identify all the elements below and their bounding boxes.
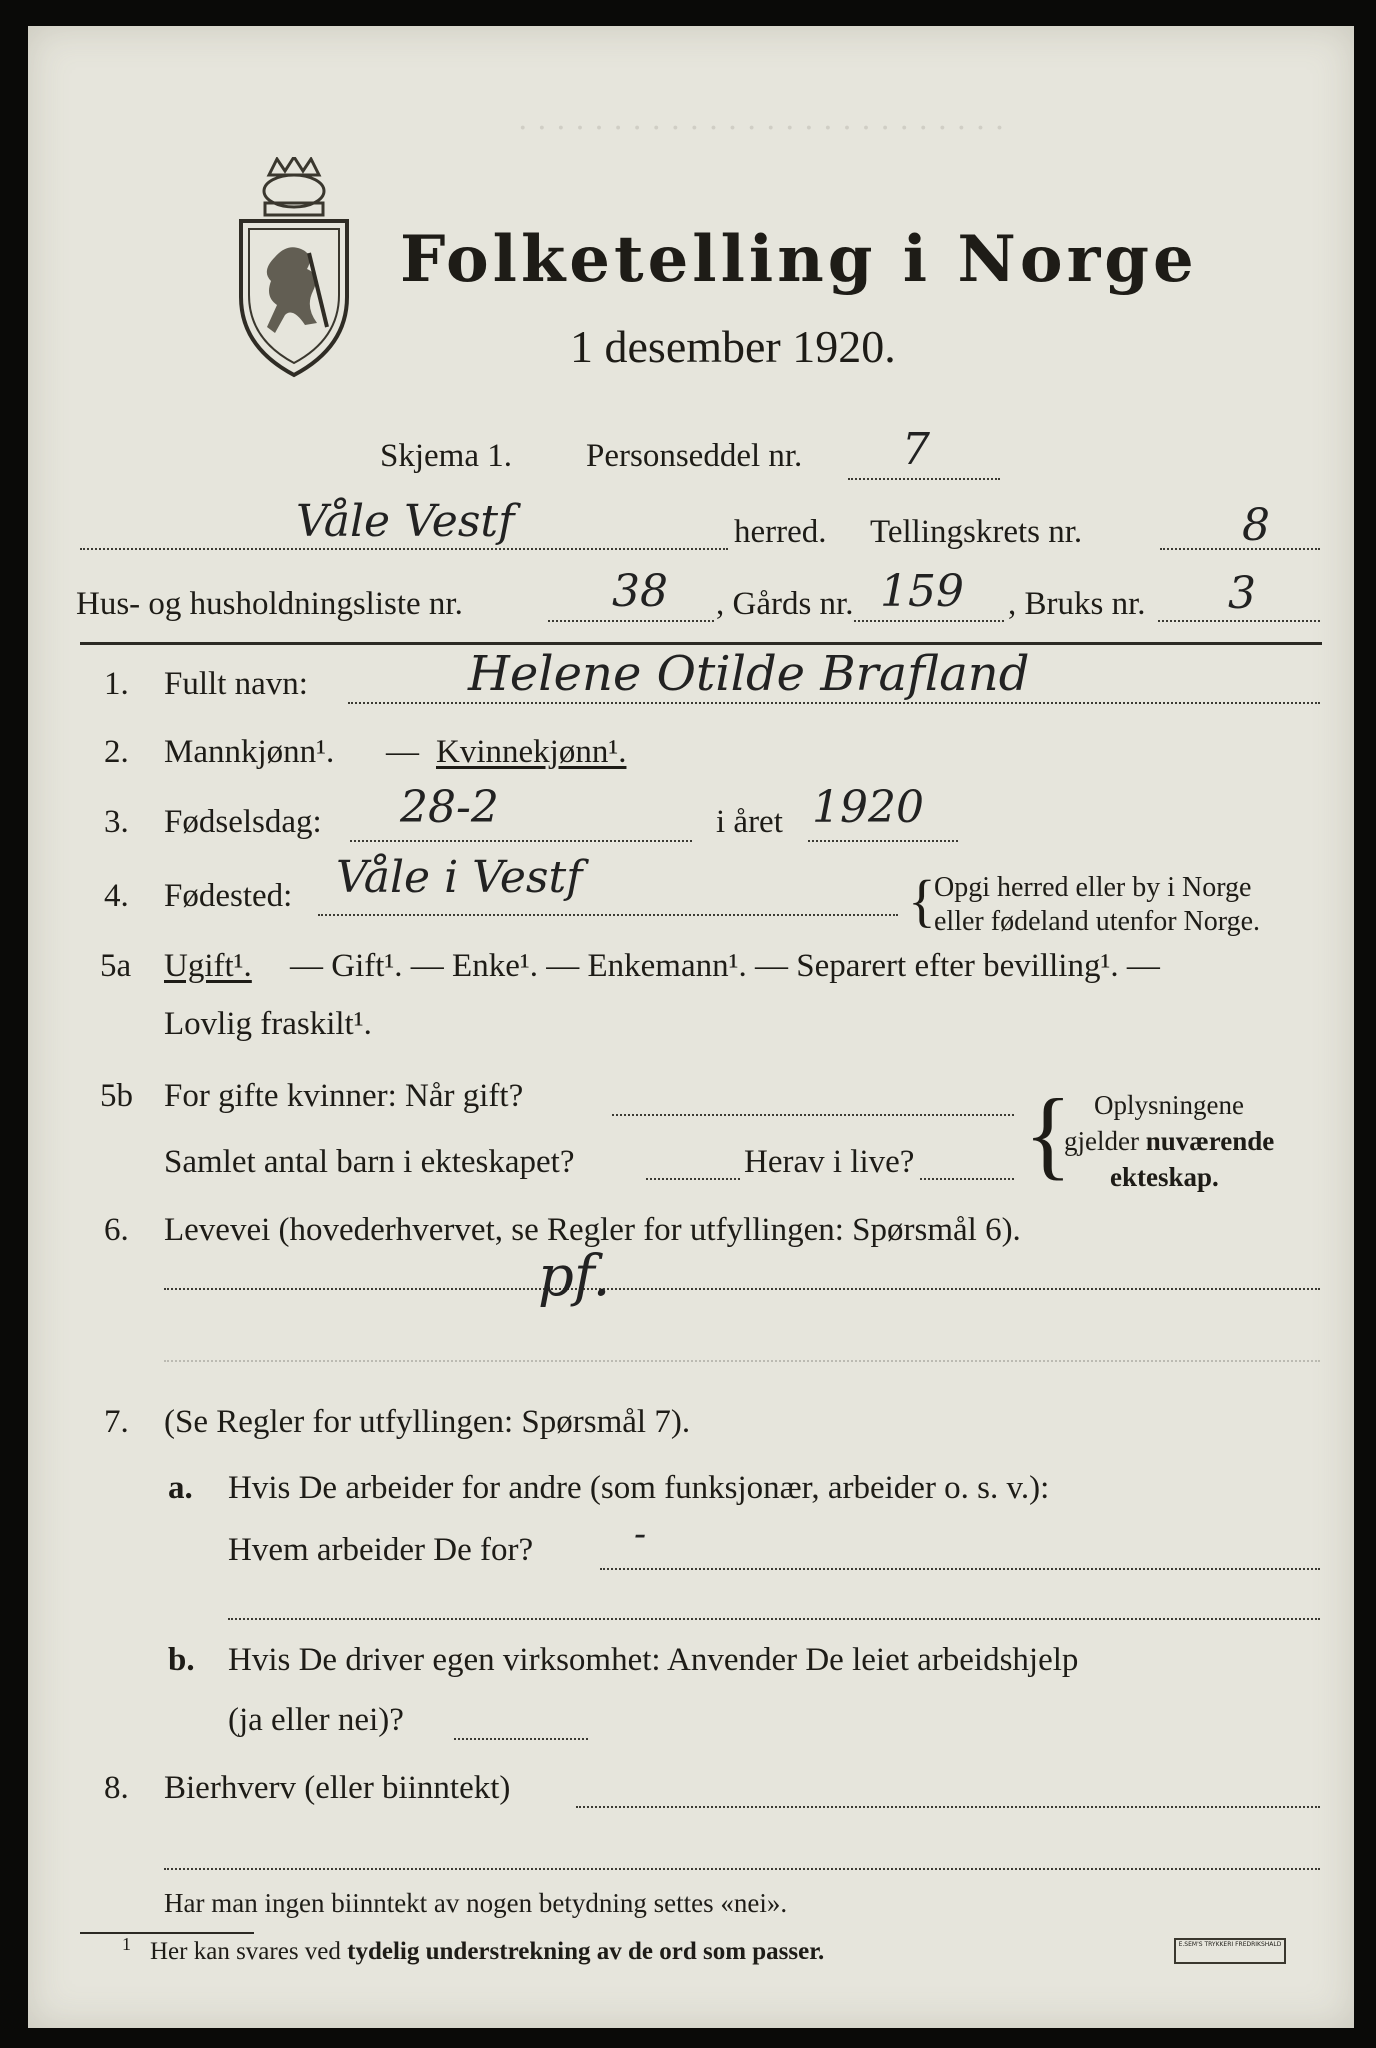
gender-separator: — xyxy=(386,734,419,770)
employer-field-line xyxy=(600,1568,1320,1570)
employer-field-line-2 xyxy=(228,1618,1320,1620)
q7b-line1: Hvis De driver egen virksomhet: Anvender De leiet arbeidshjelp xyxy=(228,1642,1079,1678)
marriage-note-line2a: gjelder xyxy=(1064,1126,1146,1156)
bleed-through-text: · · · · · · · · · · · · · · · · · · · · · · · · · · xyxy=(518,111,1005,146)
birth-year-field-line xyxy=(808,840,958,842)
footnote-text-b: tydelig understrekning av de ord som passer. xyxy=(347,1938,825,1965)
bruks-field-line xyxy=(1158,620,1320,622)
header-divider xyxy=(80,642,1322,645)
tellingskrets-field-line xyxy=(1160,548,1320,550)
married-when-label: For gifte kvinner: Når gift? xyxy=(164,1078,524,1114)
marriage-note-line2 xyxy=(1064,1126,1274,1157)
schema-label: Skjema 1. xyxy=(380,438,512,474)
hired-help-label: (ja eller nei)? xyxy=(228,1702,404,1738)
herred-value[interactable]: Våle Vestf xyxy=(296,496,515,547)
herred-field-line xyxy=(80,548,728,550)
side-income-field-line-2 xyxy=(164,1868,1320,1870)
birth-year-label: i året xyxy=(716,804,783,840)
census-form-page xyxy=(28,26,1354,2028)
children-count-field-line xyxy=(646,1178,740,1180)
married-when-field-line xyxy=(612,1114,1014,1116)
q7a-number: a. xyxy=(168,1470,193,1506)
q7a-line1: Hvis De arbeider for andre (som funksjonær, arbeider o. s. v.): xyxy=(228,1470,1050,1506)
personseddel-value[interactable]: 7 xyxy=(902,424,930,475)
no-income-note: Har man ingen biinntekt av nogen betydning settes «nei». xyxy=(164,1888,788,1918)
full-name-field-line xyxy=(348,702,1320,704)
employer-value[interactable]: - xyxy=(634,1514,647,1555)
marital-ugift-option[interactable]: Ugift¹. xyxy=(164,948,252,984)
q8-number: 8. xyxy=(104,1770,129,1806)
form-title: Folketelling i Norge xyxy=(400,222,1198,297)
birthplace-note-line1: Opgi herred eller by i Norge xyxy=(934,872,1252,903)
census-date: 1 desember 1920. xyxy=(570,321,896,372)
q7-number: 7. xyxy=(104,1404,129,1440)
herred-label: herred. xyxy=(734,514,827,550)
q2-number: 2. xyxy=(104,734,129,770)
q1-label: Fullt navn: xyxy=(164,666,308,702)
marital-status-options[interactable]: — Gift¹. — Enke¹. — Enkemann¹. — Separert efter bevilling¹. — xyxy=(290,948,1160,984)
personseddel-field-line xyxy=(848,478,1000,480)
coat-of-arms-icon xyxy=(235,157,353,381)
hired-help-field-line xyxy=(454,1738,588,1740)
birthplace-note-brace: { xyxy=(908,868,936,933)
tellingskrets-value[interactable]: 8 xyxy=(1242,500,1270,551)
birthplace-note-line2: eller fødeland utenfor Norge. xyxy=(934,906,1261,937)
household-list-field-line xyxy=(548,620,714,622)
marital-divorced-option[interactable]: Lovlig fraskilt¹. xyxy=(164,1006,372,1042)
full-name-value[interactable]: Helene Otilde Brafland xyxy=(468,646,1030,702)
bruks-value[interactable]: 3 xyxy=(1228,568,1256,619)
birthday-value[interactable]: 28-2 xyxy=(400,782,499,833)
footnote-text-a: Her kan svares ved xyxy=(150,1938,348,1965)
spacer-line xyxy=(164,1360,1320,1362)
tellingskrets-label: Tellingskrets nr. xyxy=(870,514,1083,550)
household-list-label: Hus- og husholdningsliste nr. xyxy=(76,586,463,622)
birth-year-value[interactable]: 1920 xyxy=(812,782,924,833)
marriage-note-line1: Oplysningene xyxy=(1094,1090,1244,1120)
gender-female-option[interactable]: Kvinnekjønn¹. xyxy=(436,734,627,770)
children-count-label: Samlet antal barn i ekteskapet? xyxy=(164,1144,575,1180)
footnote-divider xyxy=(80,1932,254,1934)
marriage-note-line3: ekteskap. xyxy=(1110,1162,1219,1192)
footnote-text xyxy=(150,1938,824,1966)
footnote-mark: 1 xyxy=(122,1934,131,1954)
gards-label: , Gårds nr. xyxy=(716,586,854,622)
household-list-value[interactable]: 38 xyxy=(612,566,668,617)
q4-number: 4. xyxy=(104,878,129,914)
gards-value[interactable]: 159 xyxy=(880,566,964,617)
q6-number: 6. xyxy=(104,1212,129,1248)
gender-male-option[interactable]: Mannkjønn¹. xyxy=(164,734,335,770)
marriage-note-line2b: nuværende xyxy=(1145,1126,1275,1156)
birthplace-value[interactable]: Våle i Vestf xyxy=(336,852,583,903)
employer-label: Hvem arbeider De for? xyxy=(228,1532,534,1568)
birthday-field-line xyxy=(350,840,692,842)
q5a-number: 5a xyxy=(100,948,132,984)
bruks-label: , Bruks nr. xyxy=(1008,586,1146,622)
q3-number: 3. xyxy=(104,804,129,840)
birthplace-field-line xyxy=(318,914,898,916)
occupation-value[interactable]: pf. xyxy=(538,1244,611,1309)
birthplace-label: Fødested: xyxy=(164,878,293,914)
q1-number: 1. xyxy=(104,666,129,702)
personseddel-label: Personseddel nr. xyxy=(586,438,803,474)
side-income-label: Bierhverv (eller biinntekt) xyxy=(164,1770,511,1806)
marriage-note-brace: { xyxy=(1024,1078,1072,1189)
q7b-number: b. xyxy=(168,1642,195,1678)
q5b-number: 5b xyxy=(100,1078,133,1114)
side-income-field-line xyxy=(576,1806,1320,1808)
printer-stamp: E.SEM'S TRYKKERI FREDRIKSHALD xyxy=(1174,1938,1286,1964)
occupation-label: Levevei (hovederhvervet, se Regler for utfyllingen: Spørsmål 6). xyxy=(164,1212,1021,1248)
birthday-label: Fødselsdag: xyxy=(164,804,322,840)
children-alive-field-line xyxy=(920,1178,1014,1180)
gards-field-line xyxy=(854,620,1004,622)
children-alive-label: Herav i live? xyxy=(744,1144,915,1180)
q7-label: (Se Regler for utfyllingen: Spørsmål 7). xyxy=(164,1404,691,1440)
occupation-field-line xyxy=(164,1288,1320,1290)
